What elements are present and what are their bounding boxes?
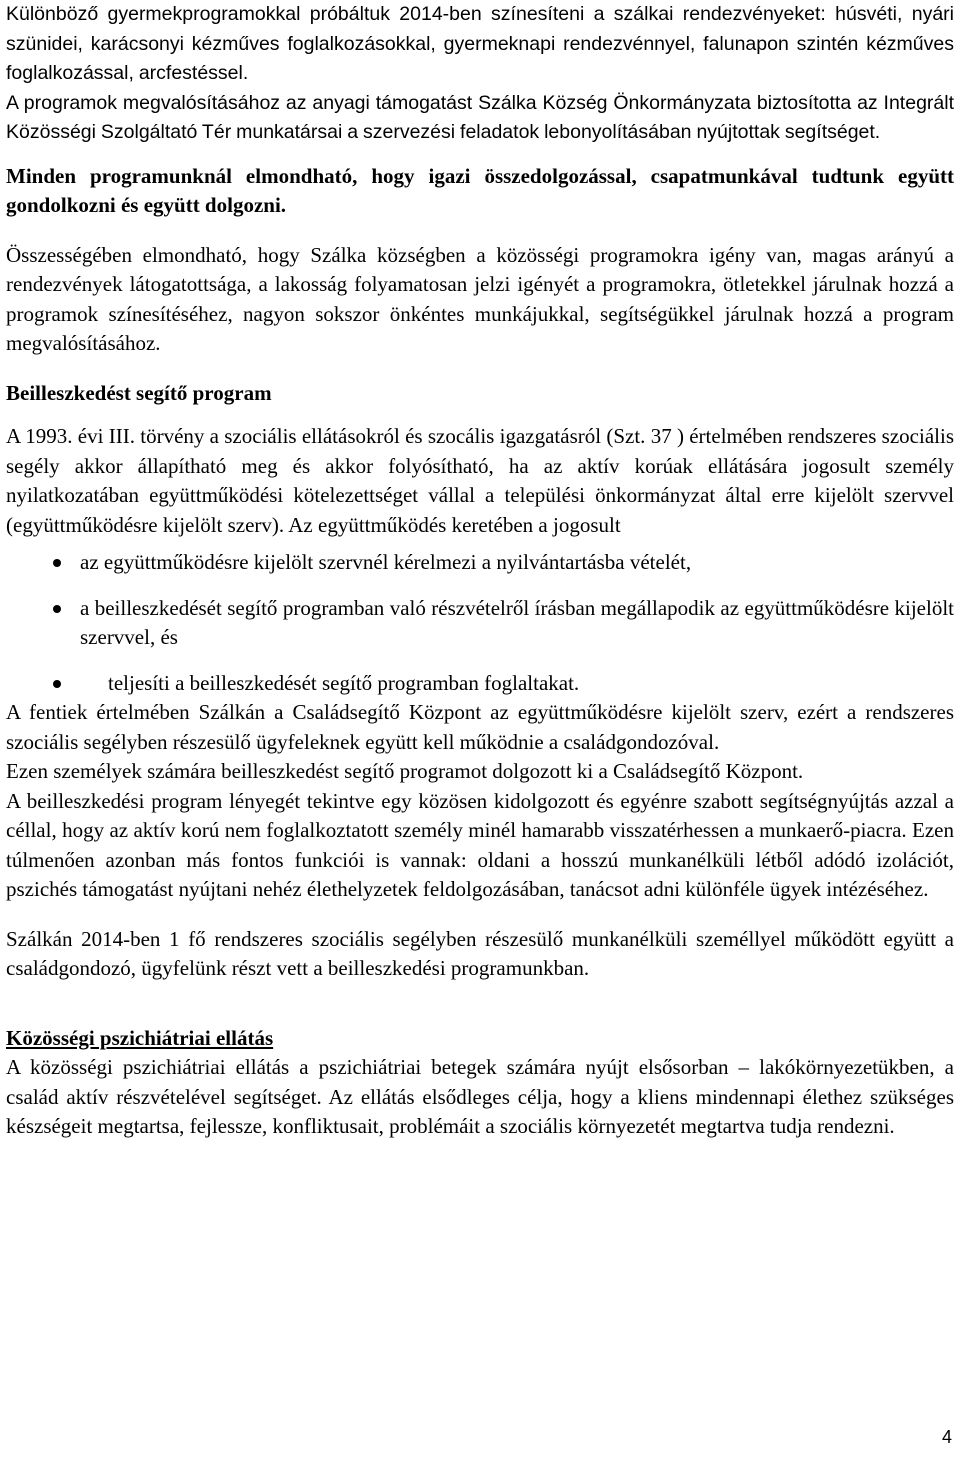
family-center-paragraph: A fentiek értelmében Szálkán a Családsegítő Központ az együttműködésre kijelölt szerv, ezért a rendszeres szociális segélyben részesülő ügyfeleknek együtt kell működnie a családgondozóval.	[6, 700, 954, 754]
spacer	[6, 984, 954, 1024]
section-heading-psychiatric: Közösségi pszichiátriai ellátás	[6, 1025, 274, 1050]
list-item	[6, 548, 954, 578]
list-item-text: teljesíti a beilleszkedését segítő programban foglaltakat.	[108, 670, 580, 695]
stats-paragraph: Szálkán 2014-ben 1 fő rendszeres szociális segélyben részesülő munkanélküli személlyel működött együtt a családgondozó, ügyfelünk részt vett a beilleszkedési programunkban.	[6, 926, 954, 980]
essence-paragraph: A beilleszkedési program lényegét tekintve egy közösen kidolgozott és egyénre szabott segítségnyújtás azzal a céllal, hogy az aktív korú nem foglalkoztatott személy minél hamarabb visszatérhessen a munkaerő-piacra. Ezen túlmenően azonban más fontos funkciói is vannak: oldani a hosszú munkanélküli létből adódó izolációt, pszichés támogatást nyújtani nehéz élethelyzetek feldolgozásában, tanácsot adni különféle ügyek intézéséhez.	[6, 788, 954, 901]
section-heading-beilleszkedes: Beilleszkedést segítő program	[6, 380, 272, 405]
list-item	[6, 594, 954, 653]
psych-paragraph: A közösségi pszichiátriai ellátás a pszichiátriai betegek számára nyújt elsősorban – lakókörnyezetükben, a család aktív részvételével segítséget. Az ellátás elsődleges célja, hogy a kliens mindennapi élethez szükséges készségeit megtartsa, fejlessze, konfliktusait, problémáit a szociális környezetét megtartva tudja rendezni.	[6, 1055, 954, 1138]
spacer	[6, 905, 954, 925]
spacer	[6, 221, 954, 241]
bullet-icon	[53, 680, 61, 688]
list-item	[6, 669, 954, 699]
document-page	[6, 0, 954, 1142]
summary-paragraph: Összességében elmondható, hogy Szálka községben a közösségi programokra igény van, magas arányú a rendezvények látogatottsága, a lakosság folyamatosan jelzi igényét a programokra, ötletekkel járulnak hozzá a programok színesítéséhez, nagyon sokszor önkéntes munkájukkal, segítségükkel járulnak hozzá a program megvalósításához.	[6, 242, 954, 355]
support-paragraph: A programok megvalósításához az anyagi támogatást Szálka Község Önkormányzata biztosította az Integrált Közösségi Szolgáltató Tér munkatársai a szervezési feladatok lebonyolításában nyújtottak segítséget.	[6, 91, 954, 143]
teamwork-paragraph: Minden programunknál elmondható, hogy igazi összedolgozással, csapatmunkával tudtunk együtt gondolkozni és együtt dolgozni.	[6, 163, 954, 217]
law-paragraph: A 1993. évi III. törvény a szociális ellátásokról és szocális igazgatásról (Szt. 37 ) értelmében rendszeres szociális segély akkor állapítható meg és akkor folyósítható, ha az aktív korúak ellátására jogosult személy nyilatkozatában együttműködési kötelezettséget vállal a települési önkormányzat által erre kijelölt szervvel (együttműködésre kijelölt szerv). Az együttműködés keretében a jogosult	[6, 424, 954, 537]
program-paragraph: Ezen személyek számára beilleszkedést segítő programot dolgozott ki a Családsegítő Központ.	[6, 759, 804, 783]
spacer	[6, 359, 954, 379]
spacer	[6, 540, 954, 548]
list-item-text: a beilleszkedését segítő programban való részvételről írásban megállapodik az együttműködésre kijelölt szervvel, és	[80, 595, 954, 649]
bullet-icon	[53, 605, 61, 613]
page-number: 4	[941, 1427, 952, 1447]
spacer	[6, 408, 954, 422]
list-item-text: az együttműködésre kijelölt szervnél kérelmezi a nyilvántartásba vételét,	[80, 550, 692, 574]
spacer	[6, 148, 954, 162]
obligations-list	[6, 548, 954, 698]
bullet-icon	[53, 559, 61, 567]
intro-paragraph: Különböző gyermekprogramokkal próbáltuk 2014-ben színesíteni a szálkai rendezvényeket: húsvéti, nyári szünidei, karácsonyi kézműves foglalkozásokkal, gyermeknapi rendezvénnyel, falunapon szintén kézműves foglalkozással, arcfestéssel.	[6, 3, 954, 84]
